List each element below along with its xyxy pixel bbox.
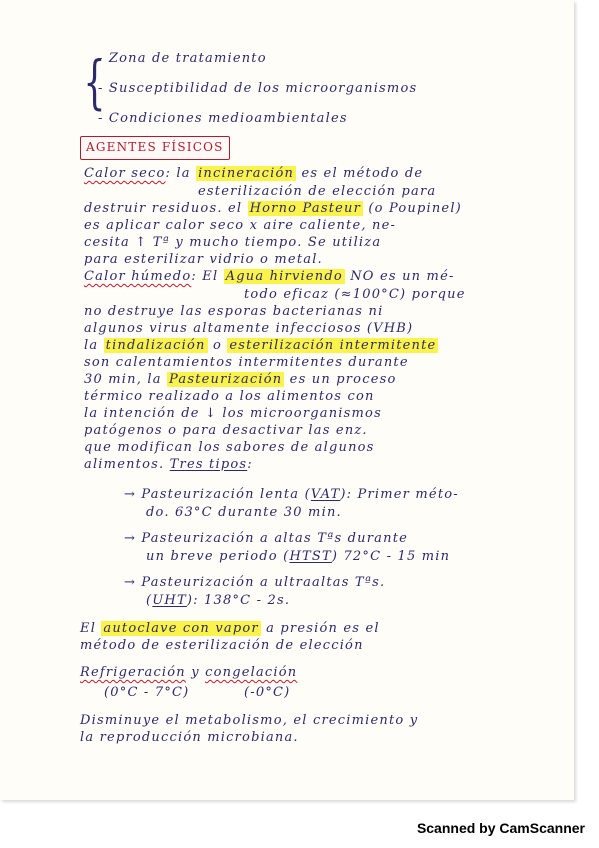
calor-humedo-line-12: alimentos. Tres tipos: (84, 457, 253, 472)
tipo-2-line-1: → Pasteurización a altas Tªs durante (124, 531, 409, 546)
list-item: - Zona de tratamiento (98, 51, 267, 66)
refrigeracion-desc-2: la reproducción microbiana. (80, 730, 299, 745)
calor-seco-line-3: destruir residuos. el Horno Pasteur (o Poupinel) (84, 201, 462, 216)
calor-humedo-line-1: Calor húmedo: El Agua hirviendo NO es un mé- (84, 269, 455, 284)
autoclave-line-1: El autoclave con vapor a presión es el (80, 621, 380, 636)
refrigeracion-desc-1: Disminuye el metabolismo, el crecimiento y (80, 713, 419, 728)
refrigeracion-title: Refrigeración y congelación (80, 665, 298, 680)
tipo-3-line-2: (UHT): 138°C - 2s. (146, 593, 291, 608)
congelacion-range: (-0°C) (244, 685, 291, 700)
scanner-watermark: Scanned by CamScanner (416, 820, 585, 836)
calor-humedo-line-9: la intención de ↓ los microorganismos (84, 406, 382, 421)
calor-seco-line-2: esterilización de elección para (198, 184, 437, 199)
calor-humedo-line-3: no destruye las esporas bacterianas ni (84, 304, 384, 319)
tipo-1-line-1: → Pasteurización lenta (VAT): Primer méto- (124, 487, 459, 502)
calor-humedo-line-7: 30 min, la Pasteurización es un proceso (84, 372, 397, 387)
calor-seco-line-5: cesita ↑ Tª y mucho tiempo. Se utiliza (84, 235, 382, 250)
calor-humedo-line-8: térmico realizado a los alimentos con (84, 389, 375, 404)
calor-seco-label: Calor seco (84, 166, 166, 181)
list-item: - Susceptibilidad de los microorganismos (98, 81, 418, 96)
calor-humedo-line-10: patógenos o para desactivar las enz. (84, 423, 368, 438)
refrigeracion-range: (0°C - 7°C) (104, 685, 190, 700)
calor-seco-line-6: para esterilizar vidrio o metal. (84, 252, 323, 267)
brace-symbol: { (83, 48, 106, 116)
tipo-1-line-2: do. 63°C durante 30 min. (146, 505, 342, 520)
autoclave-line-2: método de esterilización de elección (80, 638, 364, 653)
tipo-2-line-2: un breve periodo (HTST) 72°C - 15 min (146, 549, 451, 564)
tipo-3-line-1: → Pasteurización a ultraaltas Tªs. (124, 575, 386, 590)
list-item: - Condiciones medioambientales (98, 111, 348, 126)
calor-humedo-line-11: que modifican los sabores de algunos (84, 440, 375, 455)
section-title: AGENTES FÍSICOS (86, 140, 224, 154)
calor-humedo-line-4: algunos virus altamente infecciosos (VHB) (84, 321, 414, 336)
calor-seco-line-1: Calor seco: la incineración es el método de (84, 166, 424, 181)
calor-seco-line-4: es aplicar calor seco x aire caliente, ne- (84, 218, 397, 233)
calor-humedo-line-5: la tindalización o esterilización intermitente (84, 338, 437, 353)
calor-humedo-line-2: todo eficaz (≈100°C) porque (244, 287, 466, 302)
calor-humedo-label: Calor húmedo (84, 269, 192, 284)
calor-humedo-line-6: son calentamientos intermitentes durante (84, 355, 409, 370)
